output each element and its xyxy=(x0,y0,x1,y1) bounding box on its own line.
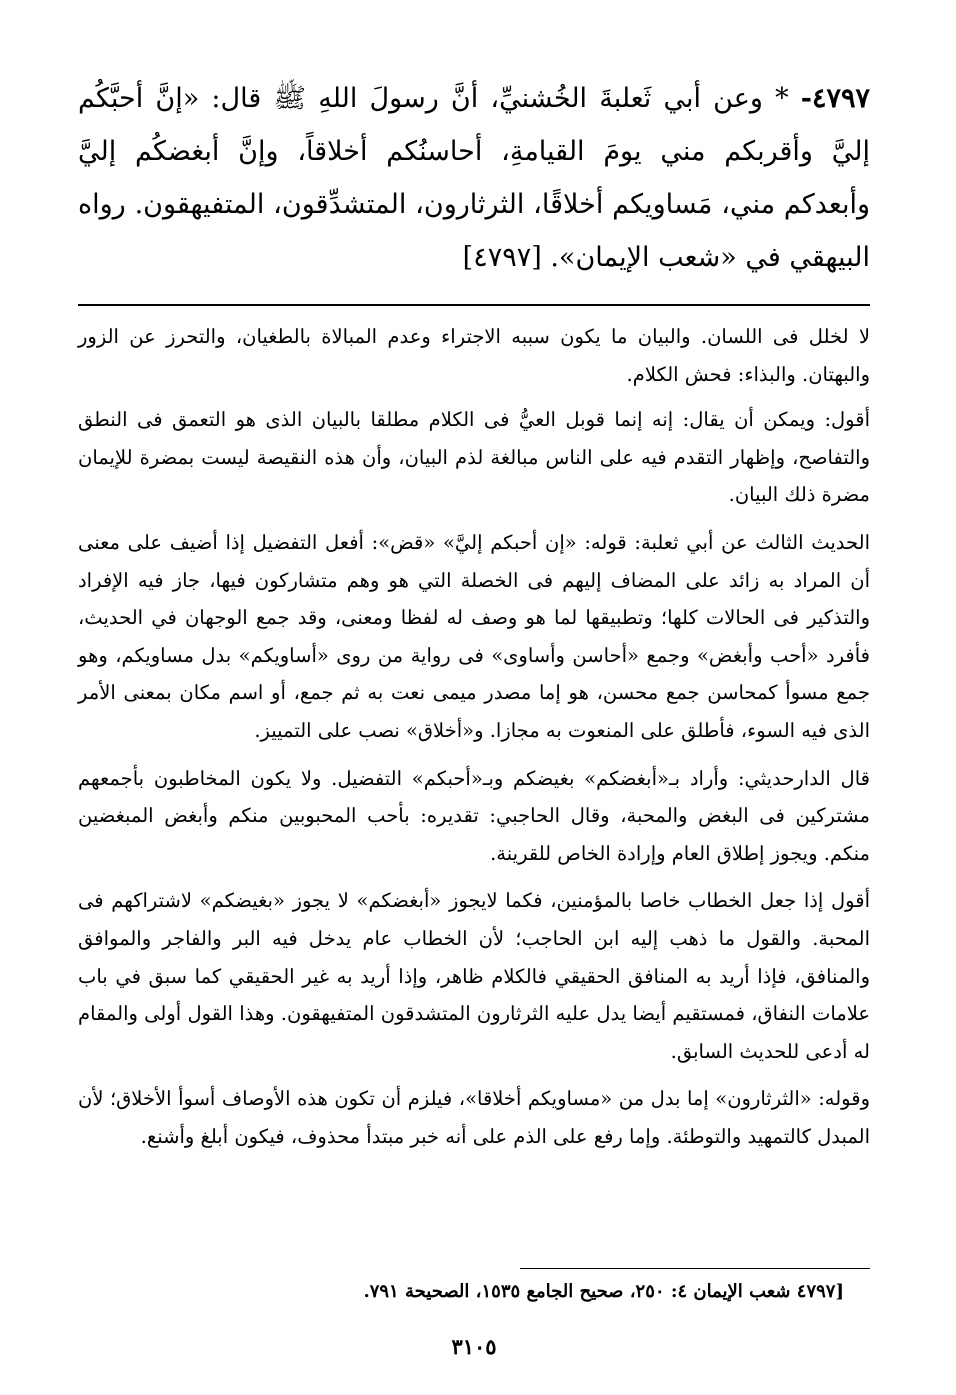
commentary-section xyxy=(78,318,870,1155)
commentary-paragraph: لا لخلل فى اللسان. والبيان ما يكون سببه الاجتراء وعدم المبالاة بالطغيان، والتحرز عن الزور والبهتان. والبذاء: فحش الكلام. xyxy=(78,325,870,386)
hadith-number: ٤٧٩٧- xyxy=(800,83,870,114)
page-number: ٣١٠٥ xyxy=(451,1334,497,1359)
main-divider xyxy=(78,304,870,306)
hadith-star: * xyxy=(775,83,789,114)
hadith-text-block xyxy=(78,72,870,284)
commentary-paragraph: وقوله: «الثرثارون» إما بدل من «مساويكم أخلاقا»، فيلزم أن تكون هذه الأوصاف أسوأ الأخلاق؛ لأن المبدل كالتمهيد والتوطئة. وإما رفع على الذم على أنه خبر مبتدأ محذوف، فيكون أبلغ وأشنع. xyxy=(78,1087,870,1148)
commentary-paragraph: الحديث الثالث عن أبي ثعلبة: قوله: «إن أحبكم إليَّ» «قض»: أفعل التفضيل إذا أضيف على معنى أن المراد به زائد على المضاف إليهم فى الخصلة التي هو وهم متشاركون فيها، جاز فيه الإفراد والتذكير فى الحالات كلها؛ وتطبيقها لما هو وصف له لفظا ومعنى، وقد جمع الوجهان في الحديث، فأفرد «أحب وأبغض» وجمع «أحاسن وأساوى» فى رواية من روى «أساويكم» بدل مساويكم، وهو جمع مسوأ كمحاسن جمع محسن، هو إما مصدر ميمى نعت به ثم جمع، أو اسم مكان بمعنى الأمر الذى فيه السوء، فأطلق على المنعوت به مجازا. و«أخلاق» نصب على التمييز. xyxy=(78,530,870,742)
footnote: [٤٧٩٧ شعب الإيمان ٤: ٢٥٠، صحيح الجامع ١٥٣٥، الصحيحة ٧٩١. xyxy=(363,1281,844,1302)
footnote-divider xyxy=(520,1268,870,1269)
page-content xyxy=(78,72,870,1359)
commentary-paragraph: أقول إذا جعل الخطاب خاصا بالمؤمنين، فكما لايجوز «أبغضكم» لا يجوز «بغيضكم» لاشتراكهم فى المحبة. والقول ما ذهب إليه ابن الحاجب؛ لأن الخطاب عام يدخل فيه البر والفاجر والموافق والمنافق، فإذا أريد به المنافق الحقيقي فالكلام ظاهر، وإذا أريد به غير الحقيقي كما سبق في باب علامات النفاق، فمستقيم أيضا يدل عليه الثرثارون المتشدقون المتفيهقون. وهذا القول أولى والمقام له أدعى للحديث السابق. xyxy=(78,889,870,1063)
commentary-paragraph: قال الدارحديثي: وأراد بـ«أبغضكم» بغيضكم وبـ«أحبكم» التفضيل. ولا يكون المخاطبون بأجمعهم مشتركين فى البغض والمحبة، وقال الحاجبي: تقديره: بأحب المحبوبين منكم وأبغض المبغضين منكم. ويجوز إطلاق العام وإرادة الخاص للقرينة. xyxy=(78,766,870,865)
commentary-paragraph: أقول: ويمكن أن يقال: إنه إنما قوبل العيُّ فى الكلام مطلقا بالبيان الذى هو التعمق فى النطق والتفاصح، وإظهار التقدم فيه على الناس مبالغة لذم البيان، وأن هذه النقيصة ليست بمضرة للإيمان مضرة ذلك البيان. xyxy=(78,408,870,507)
hadith-body: وعن أبي ثَعلبةَ الخُشنيِّ، أنَّ رسولَ اللهِ ﷺ قال: «إنَّ أحبَّكُم إليَّ وأقربكم مني يومَ القيامةِ، أحاسنُكم أخلاقاً، وإنَّ أبغضكُم إليَّ وأبعدكم مني، مَساويكم أخلاقًا، الثرثارون، المتشدِّقون، المتفيهقون. رواه البيهقي في «شعب الإيمان». [٤٧٩٧] xyxy=(78,83,870,273)
